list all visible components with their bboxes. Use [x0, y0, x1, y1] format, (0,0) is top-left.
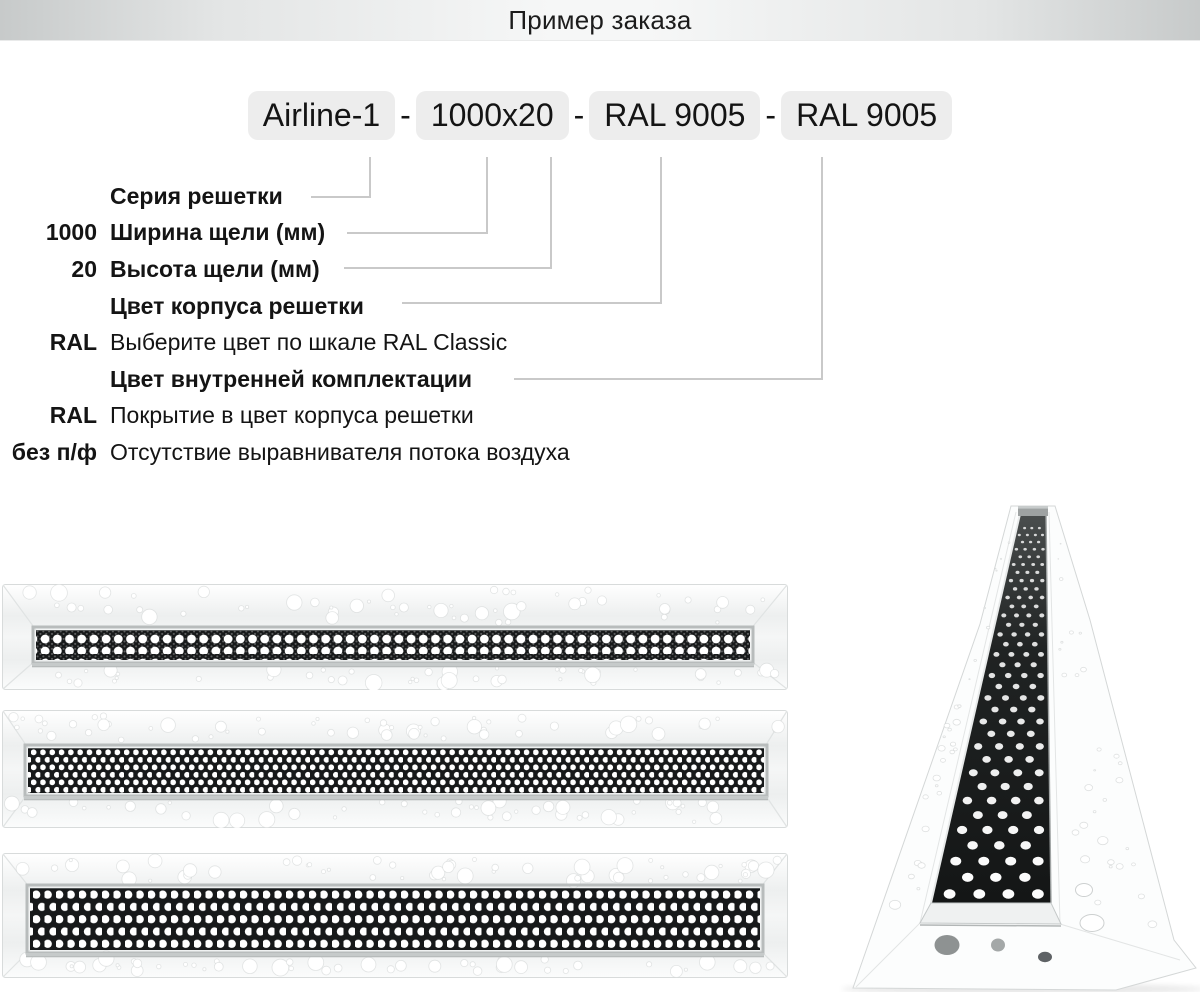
order-code-segment-series: Airline-1: [248, 91, 395, 140]
legend-row-slot-width: [0, 215, 620, 252]
connector-line: [402, 302, 662, 304]
legend-prefix: 20: [71, 255, 97, 282]
connector-line: [344, 267, 552, 269]
order-code-separator: -: [400, 97, 411, 133]
order-code-separator: -: [573, 97, 585, 133]
legend-label: Покрытие в цвет корпуса решетки: [110, 402, 474, 429]
legend-label: Высота щели (мм): [110, 255, 320, 282]
legend-prefix: без п/ф: [11, 438, 97, 465]
legend-label: Выберите цвет по шкале RAL Classic: [110, 329, 508, 356]
legend-row-ral-classic: [0, 324, 620, 361]
connector-line: [369, 157, 371, 198]
legend-label: Цвет внутренней комплектации: [110, 365, 473, 392]
legend-row-body-color: [0, 288, 620, 325]
legend-prefix: RAL: [49, 402, 97, 429]
legend-label: Ширина щели (мм): [110, 219, 326, 246]
order-code-segment-inner-color: RAL 9005: [781, 91, 952, 140]
legend-row-slot-height: [0, 251, 620, 288]
connector-line: [821, 157, 823, 380]
grille-perspective-image: [828, 502, 1200, 992]
grille-front-image-2: [2, 710, 788, 828]
connector-line: [347, 232, 488, 234]
legend-row-series: [0, 178, 620, 215]
header-band: [0, 0, 1200, 41]
order-code-segment-size: 1000x20: [416, 91, 569, 140]
connector-line: [486, 157, 488, 234]
legend-label: Серия решетки: [110, 182, 283, 209]
order-code-separator: -: [765, 97, 777, 133]
connector-line: [550, 157, 552, 269]
legend-prefix: RAL: [49, 329, 97, 356]
order-code-segment-body-color: RAL 9005: [589, 91, 760, 140]
grille-front-image-3: [2, 853, 788, 978]
legend: [0, 178, 620, 471]
legend-row-inner-coating: [0, 398, 620, 435]
legend-label: Цвет корпуса решетки: [110, 292, 364, 319]
page-title: Пример заказа: [508, 4, 692, 35]
order-code: [0, 91, 1200, 140]
legend-prefix: 1000: [45, 219, 97, 246]
legend-row-no-flow-equalizer: [0, 434, 620, 471]
legend-label: Отсутствие выравнивателя потока воздуха: [110, 438, 570, 465]
connector-line: [660, 157, 662, 304]
connector-line: [514, 378, 823, 380]
grille-front-image-1: [2, 584, 788, 690]
connector-line: [311, 196, 371, 198]
